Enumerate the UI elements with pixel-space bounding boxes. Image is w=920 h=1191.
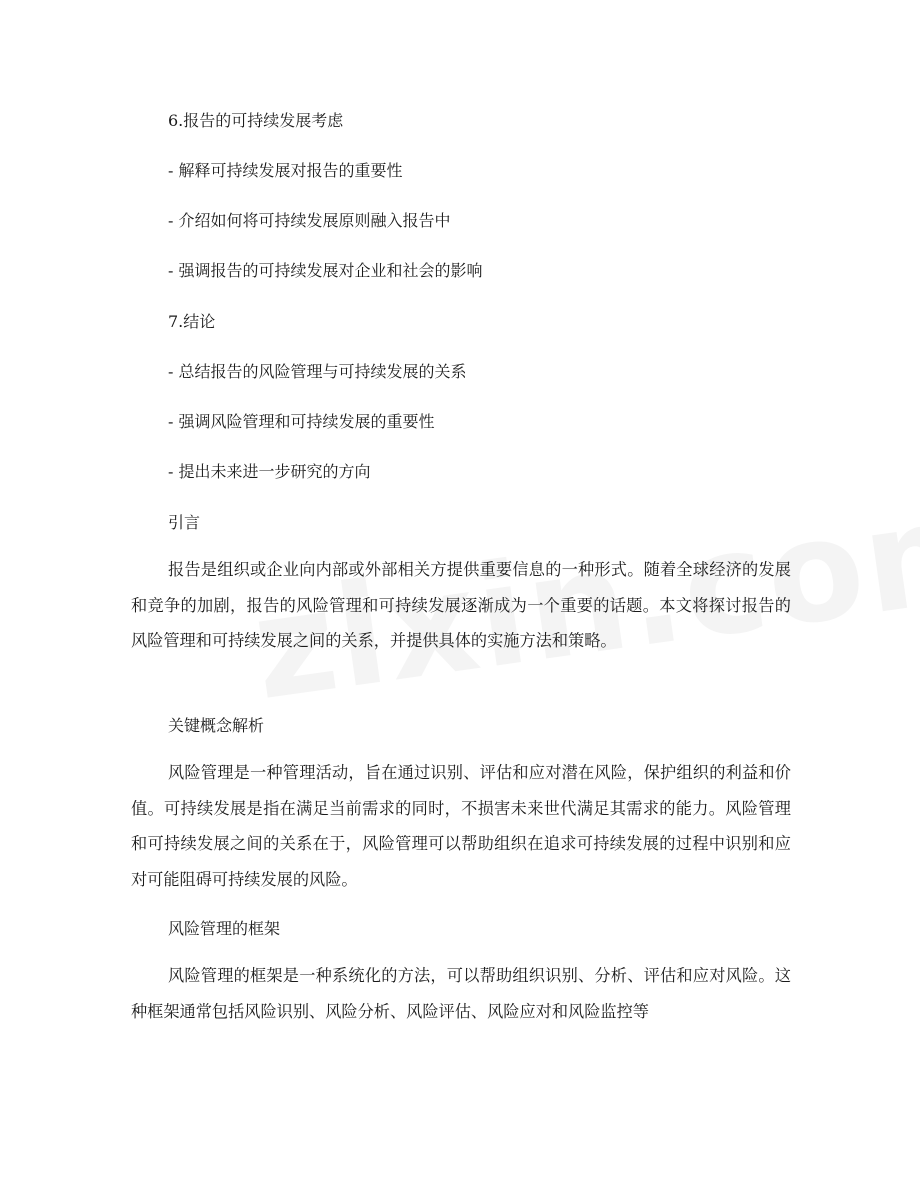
outline-item: - 强调报告的可持续发展对企业和社会的影响 (168, 261, 483, 280)
section-heading-intro: 引言 (168, 513, 201, 532)
outline-item: - 解释可持续发展对报告的重要性 (168, 161, 403, 180)
outline-heading-6: 6.报告的可持续发展考虑 (168, 111, 344, 130)
outline-heading-7: 7.结论 (168, 312, 216, 331)
section-heading-concepts: 关键概念解析 (168, 716, 265, 735)
outline-item: - 提出未来进一步研究的方向 (168, 462, 371, 481)
outline-item: - 强调风险管理和可持续发展的重要性 (168, 412, 435, 431)
outline-item: - 介绍如何将可持续发展原则融入报告中 (168, 211, 451, 230)
outline-item: - 总结报告的风险管理与可持续发展的关系 (168, 362, 467, 381)
section-heading-framework: 风险管理的框架 (168, 919, 281, 938)
paragraph-concepts: 风险管理是一种管理活动，旨在通过识别、评估和应对潜在风险，保护组织的利益和价值。可持续发展是指在满足当前需求的同时，不损害未来世代满足其需求的能力。风险管理和可持续发展之间的关系在于，风险管理可以帮助组织在追求可持续发展的过程中识别和应对可能阻碍可持续发展的风险。 (131, 763, 791, 889)
paragraph-framework: 风险管理的框架是一种系统化的方法，可以帮助组织识别、分析、评估和应对风险。这种框架通常包括风险识别、风险分析、风险评估、风险应对和风险监控等 (131, 966, 791, 1021)
paragraph-intro: 报告是组织或企业向内部或外部相关方提供重要信息的一种形式。随着全球经济的发展和竞争的加剧，报告的风险管理和可持续发展逐渐成为一个重要的话题。本文将探讨报告的风险管理和可持续发展之间的关系，并提供具体的实施方法和策略。 (131, 560, 791, 650)
